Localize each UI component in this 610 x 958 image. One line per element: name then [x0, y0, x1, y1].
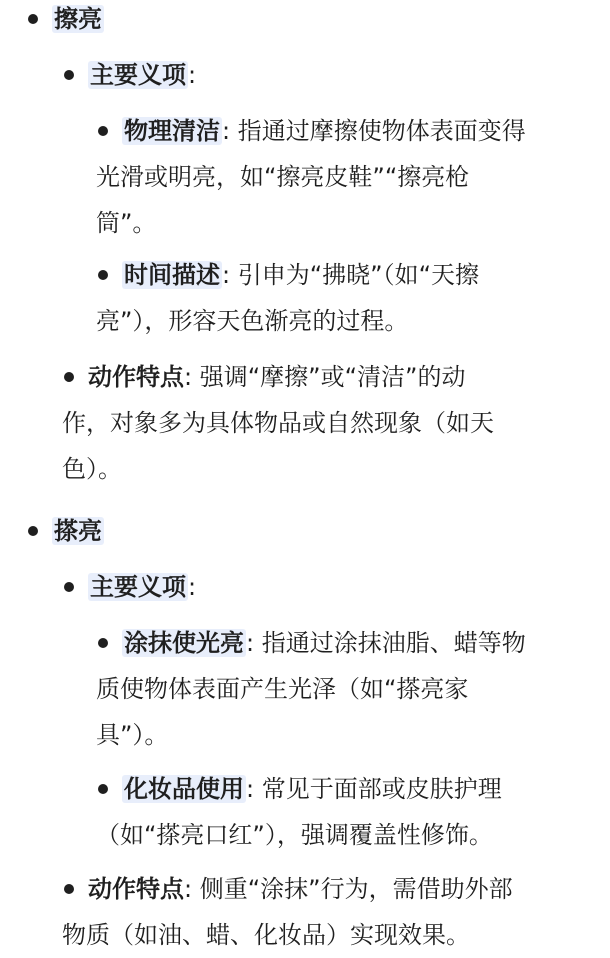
item-term: 时间描述	[124, 261, 220, 289]
feature-text-line: 侧重“涂抹”行为，需借助外部	[199, 875, 513, 903]
item-text-line: 亮”），形容天色渐亮的过程。	[96, 307, 409, 335]
section-title: 搽亮	[54, 517, 102, 545]
item-text-line: 具”）。	[96, 721, 169, 749]
item-text-line: 质使物体表面产生光泽（如“搽亮家	[96, 675, 469, 703]
feature-label: 动作特点	[88, 875, 184, 903]
colon: :	[222, 261, 231, 289]
colon: :	[246, 629, 255, 657]
colon: :	[222, 117, 231, 145]
section-title: 擦亮	[54, 5, 102, 33]
bullet-icon	[28, 14, 38, 24]
item-text-line: 光滑或明亮，如“擦亮皮鞋”“擦亮枪	[96, 163, 470, 191]
bullet-icon	[64, 372, 74, 382]
meaning-label: 主要义项	[90, 61, 186, 89]
feature-text-line: 物质（如油、蜡、化妆品）实现效果。	[62, 921, 470, 949]
bullet-icon	[64, 582, 74, 592]
item-term: 涂抹使光亮	[124, 629, 244, 657]
bullet-icon	[98, 638, 108, 648]
item-text-line: 常见于面部或皮肤护理	[261, 775, 502, 803]
item-text-line: 指通过涂抹油脂、蜡等物	[261, 629, 526, 657]
feature-text-line: 色）。	[62, 455, 122, 483]
feature-label: 动作特点	[88, 363, 184, 391]
item-text-line: 指通过摩擦使物体表面变得	[237, 117, 526, 145]
bullet-icon	[98, 270, 108, 280]
feature-text-line: 强调“摩擦”或“清洁”的动	[199, 363, 466, 391]
feature-text-line: 作，对象多为具体物品或自然现象（如天	[62, 409, 494, 437]
colon: :	[246, 775, 255, 803]
bullet-icon	[64, 70, 74, 80]
item-term: 化妆品使用	[124, 775, 244, 803]
colon: :	[188, 61, 197, 89]
colon: :	[188, 573, 197, 601]
item-term: 物理清洁	[124, 117, 220, 145]
meaning-label: 主要义项	[90, 573, 186, 601]
bullet-icon	[28, 526, 38, 536]
bullet-icon	[98, 784, 108, 794]
bullet-icon	[98, 126, 108, 136]
item-text-line: （如“搽亮口红”），强调覆盖性修饰。	[96, 821, 493, 849]
bullet-icon	[64, 884, 74, 894]
colon: :	[184, 875, 193, 903]
item-text-line: 筒”。	[96, 209, 157, 237]
colon: :	[184, 363, 193, 391]
item-text-line: 引申为“拂晓”（如“天擦	[237, 261, 480, 289]
